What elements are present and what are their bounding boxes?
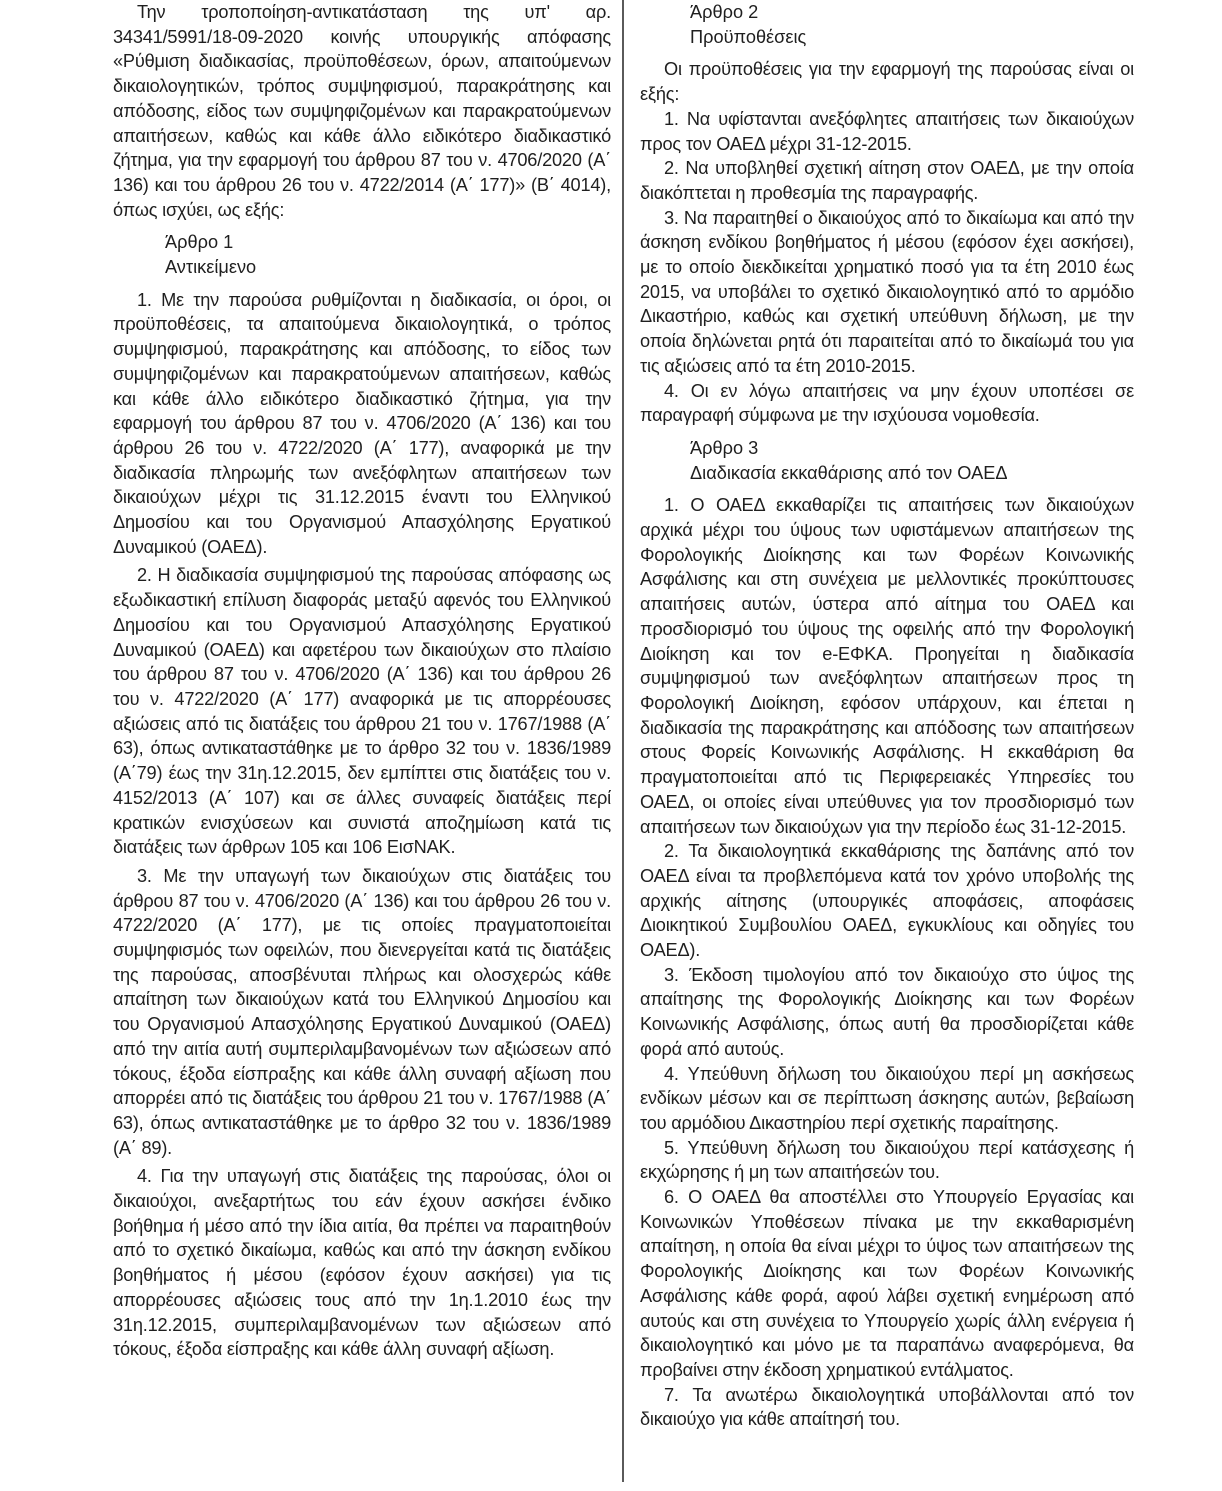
article-3-paragraph-3: 3. Έκδοση τιμολογίου από τον δικαιούχο στο ύψος της απαίτησης της Φορολογικής Διοίκησης και των Φορέων Κοινωνικής Ασφάλισης, όπως αυτή θα προσδιορίζεται κάθε φορά από αυτούς. (640, 964, 1134, 1059)
intro-paragraph: Την τροποποίηση-αντικατάσταση της υπ' αρ. 34341/5991/18-09-2020 κοινής υπουργικής απόφασης «Ρύθμιση διαδικασίας, προϋποθέσεων, όρων, απαιτούμενων δικαιολογητικών, τρόπος συμψηφισμού, παρακράτησης και απόδοσης, είδος των συμψηφιζομένων και παρακρατούμενων απαιτήσεων, καθώς και κάθε άλλο ειδικότερο διαδικαστικό ζήτημα, για την εφαρμογή του άρθρου 87 του ν. 4706/2020 (Α΄ 136) και του άρθρου 26 του ν. 4722/2014 (Α΄ 177)» (Β΄ 4014), όπως ισχύει, ως εξής: (113, 2, 611, 220)
right-column (640, 0, 1134, 1432)
article-1-paragraph-1: 1. Με την παρούσα ρυθμίζονται η διαδικασία, οι όροι, οι προϋποθέσεις, τα απαιτούμενα δικαιολογητικά, ο τρόπος συμψηφισμού, παρακράτησης και απόδοσης, το είδος των συμψηφιζομένων και παρακρατούμενων απαιτήσεων, καθώς και κάθε άλλο ειδικότερο διαδικαστικό ζήτημα, για την εφαρμογή του άρθρου 87 του ν. 4706/2020 (Α΄ 136) και του άρθρου 26 του ν. 4722/2020 (Α΄ 177), αναφορικά με την διαδικασία πληρωμής των ανεξόφλητων απαιτήσεων των δικαιούχων μέχρι τις 31.12.2015 έναντι του Ελληνικού Δημοσίου και του Οργανισμού Απασχόλησης Εργατικού Δυναμικού (ΟΑΕΔ). (113, 289, 611, 557)
article-1-paragraph-3: 3. Με την υπαγωγή των δικαιούχων στις διατάξεις του άρθρου 87 του ν. 4706/2020 (Α΄ 136) και του άρθρου 26 του ν. 4722/2020 (Α΄ 177), με τις οποίες πραγματοποιείται συμψηφισμός των οφειλών, που διενεργείται κατά τις διατάξεις της παρούσας, αποσβένυται πλήρως και ολοσχερώς κάθε απαίτηση των δικαιούχων κατά του Ελληνικού Δημοσίου και του Οργανισμού Απασχόλησης Εργατικού Δυναμικού (ΟΑΕΔ) από την αιτία αυτή συμπεριλαμβανομένων των αξιώσεων από τόκους, έξοδα είσπραξης και κάθε άλλη συναφή αξίωση που απορρέει από τις διατάξεις του άρθρου 21 του ν. 1767/1988 (Α΄ 63), όπως αντικαταστάθηκε με το άρθρο 32 του ν. 1836/1989 (Α΄ 89). (113, 865, 611, 1158)
article-1-paragraph-4: 4. Για την υπαγωγή στις διατάξεις της παρούσας, όλοι οι δικαιούχοι, ανεξαρτήτως του εάν έχουν ασκήσει ένδικο βοήθημα ή μέσο από την ίδια αιτία, θα πρέπει να παραιτηθούν από το σχετικό δικαίωμα, καθώς και από την άσκηση ενδίκου βοηθήματος ή μέσου (εφόσον έχουν ασκήσει) για τις απορρέουσες αξιώσεις τους από την 1η.1.2010 έως την 31η.12.2015, συμπεριλαμβανομένων των αξιώσεων από τόκους, έξοδα είσπραξης και κάθε άλλη συναφή αξίωση. (113, 1166, 611, 1360)
article-1-paragraph-2: 2. Η διαδικασία συμψηφισμού της παρούσας απόφασης ως εξωδικαστική επίλυση διαφοράς μεταξύ αφενός του Ελληνικού Δημοσίου και του Οργανισμού Απασχόλησης Εργατικού Δυναμικού (ΟΑΕΔ) και αφετέρου των δικαιούχων στο πλαίσιο του άρθρου 87 του ν. 4706/2020 (Α΄ 136) και του άρθρου 26 του ν. 4722/2020 (Α΄ 177) αναφορικά με τις απορρέουσες αξιώσεις από τις διατάξεις του άρθρου 21 του ν. 1767/1988 (Α΄ 63), όπως αντικαταστάθηκε με το άρθρο 32 του ν. 1836/1989 (Α΄79) έως την 31η.12.2015, δεν εμπίπτει στις διατάξεις του ν. 4152/2013 (Α΄ 107) και σε άλλες συναφείς διατάξεις περί κρατικών ενισχύσεων και συνιστά αποζημίωση κατά τις διατάξεις των άρθρων 105 και 106 ΕισΝΑΚ. (113, 565, 611, 858)
article-2-number: Άρθρο 2 (690, 2, 759, 22)
article-3-title: Διαδικασία εκκαθάρισης από τον ΟΑΕΔ (690, 462, 1008, 483)
article-1-title: Αντικείμενο (165, 257, 257, 278)
article-3-number: Άρθρο 3 (690, 437, 759, 458)
article-2-paragraph-4: 4. Οι εν λόγω απαιτήσεις να μην έχουν υποπέσει σε παραγραφή σύμφωνα με την ισχύουσα νομοθεσία. (640, 380, 1134, 426)
article-2-paragraph-intro: Οι προϋποθέσεις για την εφαρμογή της παρούσας είναι οι εξής: (640, 59, 1134, 105)
article-1-number: Άρθρο 1 (165, 232, 234, 253)
article-3-paragraph-2: 2. Τα δικαιολογητικά εκκαθάρισης της δαπάνης από τον ΟΑΕΔ είναι τα προβλεπόμενα κατά τον χρόνο υποβολής της αρχικής αίτησης (υπουργικές αποφάσεις, αποφάσεις Διοικητικού Συμβουλίου ΟΑΕΔ, εγκυκλίους και οδηγίες του ΟΑΕΔ). (640, 841, 1134, 961)
article-3-paragraph-7: 7. Τα ανωτέρω δικαιολογητικά υποβάλλονται από τον δικαιούχο για κάθε απαίτησή του. (640, 1384, 1134, 1430)
left-column (113, 0, 611, 1362)
article-3-paragraph-5: 5. Υπεύθυνη δήλωση του δικαιούχου περί κατάσχεσης ή εκχώρησης ή μη των απαιτήσεών του. (640, 1137, 1134, 1183)
article-2-title: Προϋποθέσεις (690, 26, 807, 47)
article-2-paragraph-3: 3. Να παραιτηθεί ο δικαιούχος από το δικαίωμα και από την άσκηση ενδίκου βοηθήματος ή μέσου (εφόσον έχει ασκήσει), με το οποίο διεκδικείται χρηματικό ποσό για τα έτη 2010 έως 2015, να υποβάλει το σχετικό δικαιολογητικό από το αρμόδιο Δικαστήριο, καθώς και σχετική υπεύθυνη δήλωση, με την οποία δηλώνεται ρητά ότι παραιτείται από το δικαίωμά του για τις αξιώσεις από τα έτη 2010-2015. (640, 207, 1134, 376)
article-3-paragraph-1: 1. Ο ΟΑΕΔ εκκαθαρίζει τις απαιτήσεις των δικαιούχων αρχικά μέχρι του ύψους των υφιστάμενων απαιτήσεων της Φορολογικής Διοίκησης και των Φορέων Κοινωνικής Ασφάλισης και στη συνέχεια με μελλοντικές προκύπτουσες απαιτήσεις αυτών, ύστερα από αίτημα του ΟΑΕΔ και προσδιορισμό του ύψους της οφειλής από την Φορολογική Διοίκηση και τον e-ΕΦΚΑ. Προηγείται η διαδικασία συμψηφισμού των ανεξόφλητων απαιτήσεων προς τη Φορολογική Διοίκηση, εφόσον υπάρχουν, και έπεται η διαδικασία της παρακράτησης και απόδοσης των απαιτήσεων στους Φορείς Κοινωνικής Ασφάλισης. Η εκκαθάριση θα πραγματοποιείται από τις Περιφερειακές Υπηρεσίες του ΟΑΕΔ, οι οποίες είναι υπεύθυνες για τον προσδιορισμό των απαιτήσεων των δικαιούχων για την περίοδο έως 31-12-2015. (640, 495, 1134, 837)
article-2-paragraph-2: 2. Να υποβληθεί σχετική αίτηση στον ΟΑΕΔ, με την οποία διακόπτεται η προθεσμία της παραγραφής. (640, 158, 1134, 203)
article-2-paragraph-1: 1. Να υφίστανται ανεξόφλητες απαιτήσεις των δικαιούχων προς τον ΟΑΕΔ μέχρι 31-12-2015. (640, 108, 1134, 154)
article-3-paragraph-4: 4. Υπεύθυνη δήλωση του δικαιούχου περί μη ασκήσεως ενδίκων μέσων και σε περίπτωση άσκησης αυτών, βεβαίωση του αρμόδιου Δικαστηρίου περί σχετικής παραίτησης. (640, 1063, 1134, 1133)
article-3-paragraph-6: 6. Ο ΟΑΕΔ θα αποστέλλει στο Υπουργείο Εργασίας και Κοινωνικών Υποθέσεων πίνακα με την εκκαθαρισμένη απαίτηση, η οποία θα είναι μέχρι το ύψος των απαιτήσεων της Φορολογικής Διοίκησης και των Φορέων Κοινωνικής Ασφάλισης κάθε φορά, αφού λάβει σχετική ενημέρωση από αυτούς και στη συνέχεια το Υπουργείο χωρίς άλλη ενέργεια ή δικαιολογητικό και μόνο με τα παραπάνω αναφερόμενα, θα προβαίνει στην έκδοση χρηματικού εντάλματος. (640, 1187, 1134, 1380)
column-divider (622, 0, 624, 1482)
